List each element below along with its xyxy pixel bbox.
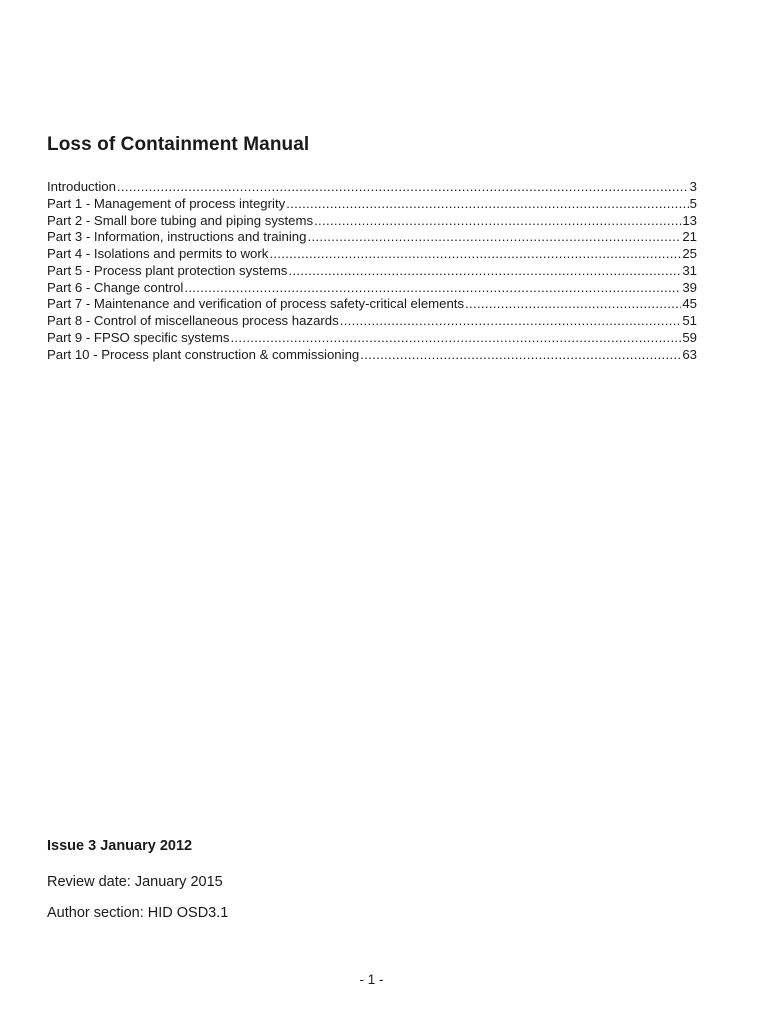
toc-entry-label: Part 4 - Isolations and permits to work [47, 246, 269, 261]
toc-entry-part-5[interactable] [47, 263, 697, 280]
page-number: - 1 - [359, 972, 384, 987]
toc-dot-leader [340, 313, 682, 330]
toc-entry-label: Part 6 - Change control [47, 279, 184, 295]
toc-entry-page: 39 [682, 279, 697, 295]
toc-entry-part-7[interactable] [47, 296, 697, 313]
toc-entry-page: 21 [682, 229, 697, 245]
toc-entry-page: 13 [682, 212, 697, 228]
review-date: Review date: January 2015 [47, 874, 223, 890]
toc-entry-page: 51 [682, 313, 697, 328]
toc-entry-part-10[interactable] [47, 347, 697, 364]
toc-entry-page: 59 [682, 329, 697, 345]
toc-entry-page: 5 [689, 195, 697, 211]
toc-dot-leader [286, 196, 688, 213]
toc-entry-part-6[interactable] [47, 280, 697, 297]
author-section: Author section: HID OSD3.1 [47, 905, 229, 921]
toc-entry-label: Part 5 - Process plant protection systems [47, 262, 288, 278]
document-title: Loss of Containment Manual [47, 134, 310, 155]
toc-entry-page: 31 [682, 262, 697, 278]
toc-entry-page: 3 [689, 179, 697, 194]
toc-entry-part-3[interactable] [47, 229, 697, 246]
issue-statement: Issue 3 January 2012 [47, 838, 193, 854]
toc-dot-leader [307, 229, 681, 246]
table-of-contents [47, 179, 697, 363]
toc-dot-leader [184, 280, 681, 297]
toc-entry-part-4[interactable] [47, 246, 697, 263]
toc-entry-part-2[interactable] [47, 213, 697, 230]
toc-dot-leader [269, 246, 681, 263]
toc-dot-leader [314, 213, 681, 230]
toc-entry-label: Part 1 - Management of process integrity [47, 195, 286, 211]
toc-entry-label: Part 9 - FPSO specific systems [47, 329, 230, 345]
toc-dot-leader [288, 263, 681, 280]
toc-entry-label: Part 7 - Maintenance and verification of process safety-critical elements [47, 296, 465, 312]
toc-entry-label: Part 2 - Small bore tubing and piping systems [47, 212, 314, 228]
toc-entry-introduction[interactable] [47, 179, 697, 196]
toc-entry-part-9[interactable] [47, 330, 697, 347]
toc-entry-part-8[interactable] [47, 313, 697, 330]
toc-dot-leader [465, 296, 681, 313]
toc-entry-label: Part 3 - Information, instructions and training [47, 229, 307, 245]
toc-dot-leader [117, 179, 689, 196]
toc-dot-leader [360, 347, 681, 364]
toc-entry-page: 25 [682, 246, 697, 261]
toc-entry-label: Part 10 - Process plant construction & commissioning [47, 346, 360, 362]
toc-entry-page: 45 [682, 296, 697, 312]
toc-entry-page: 63 [682, 346, 697, 362]
toc-entry-label: Part 8 - Control of miscellaneous process hazards [47, 313, 339, 328]
toc-dot-leader [230, 330, 681, 347]
toc-entry-label: Introduction [47, 179, 116, 194]
toc-entry-part-1[interactable] [47, 196, 697, 213]
